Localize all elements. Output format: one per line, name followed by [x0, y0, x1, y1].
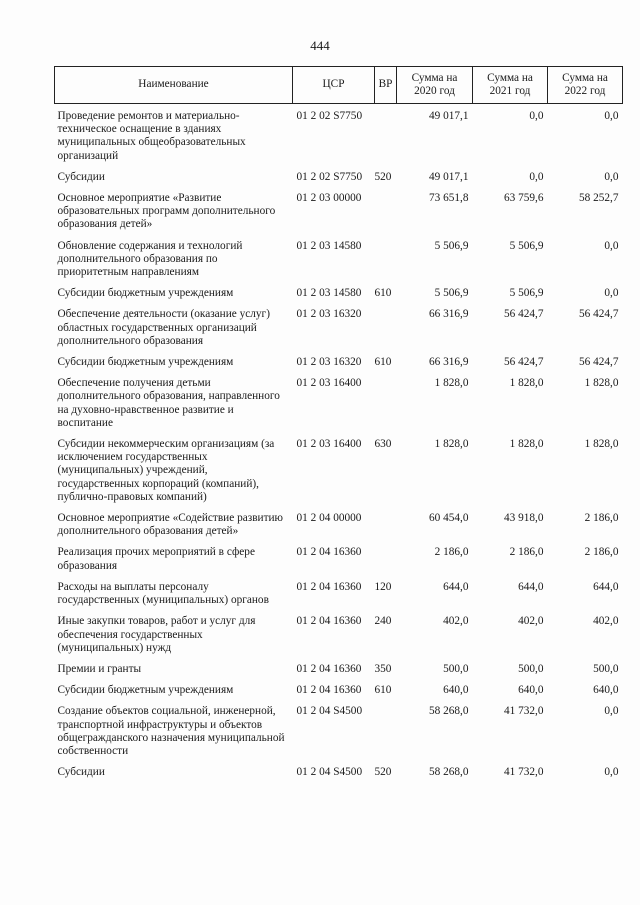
cell-name: Обновление содержания и технологий дополнительного образования по приоритетным направлениям [57, 239, 243, 279]
cell-vr: 610 [374, 684, 392, 697]
table-row [55, 611, 623, 659]
cell-name: Реализация прочих мероприятий в сфере образования [57, 546, 255, 572]
cell-csr: 01 2 04 16360 [296, 615, 362, 628]
cell-csr: 01 2 04 16360 [296, 684, 362, 697]
cell-sum-2020: 60 454,0 [428, 512, 469, 525]
cell-sum-2022: 0,0 [604, 766, 619, 779]
cell-vr [375, 542, 397, 576]
cell-name: Иные закупки товаров, работ и услуг для обеспечения государственных (муниципальных) нужд [57, 615, 256, 654]
cell-sum-2022: 56 424,7 [578, 356, 619, 369]
header-sum-2020: Сумма на 2020 год [397, 67, 473, 104]
cell-sum-2022: 2 186,0 [584, 546, 619, 559]
cell-csr: 01 2 04 S4500 [296, 705, 363, 718]
cell-sum-2022: 0,0 [604, 239, 619, 252]
cell-csr: 01 2 03 16320 [296, 356, 362, 369]
cell-csr: 01 2 04 16360 [296, 580, 362, 593]
cell-vr: 630 [374, 438, 392, 451]
cell-name: Субсидии бюджетным учреждениям [57, 684, 234, 697]
table-row [55, 508, 623, 542]
cell-name: Основное мероприятие «Развитие образовательных программ дополнительного образования детей» [57, 192, 276, 231]
cell-csr: 01 2 03 16320 [296, 308, 362, 321]
cell-name: Основное мероприятие «Содействие развитию дополнительного образования детей» [57, 512, 283, 538]
cell-sum-2021: 644,0 [518, 580, 544, 593]
cell-name: Субсидии бюджетным учреждениям [57, 356, 234, 369]
cell-csr: 01 2 03 16400 [296, 438, 362, 451]
page-number: 444 [310, 38, 330, 53]
cell-sum-2021: 1 828,0 [509, 377, 544, 390]
header-sum-2022: Сумма на 2022 год [548, 67, 623, 104]
cell-vr [375, 236, 397, 284]
cell-sum-2022: 0,0 [604, 705, 619, 718]
cell-sum-2020: 58 268,0 [428, 705, 469, 718]
cell-sum-2021: 41 732,0 [503, 766, 544, 779]
cell-sum-2021: 640,0 [518, 684, 544, 697]
cell-sum-2022: 1 828,0 [584, 377, 619, 390]
cell-sum-2021: 2 186,0 [509, 546, 544, 559]
cell-name: Субсидии [57, 170, 105, 183]
cell-sum-2020: 2 186,0 [434, 546, 469, 559]
cell-sum-2021: 43 918,0 [503, 512, 544, 525]
cell-sum-2022: 56 424,7 [578, 308, 619, 321]
cell-sum-2022: 0,0 [604, 170, 619, 183]
cell-name: Расходы на выплаты персоналу государственных (муниципальных) органов [57, 580, 269, 607]
cell-sum-2021: 5 506,9 [509, 287, 544, 300]
cell-name: Субсидии некоммерческим организациям (за исключением государственных (муниципальных) учреждений, государственных корпораций (компаний), публично-правовых компаний) [57, 438, 275, 503]
cell-name: Создание объектов социальной, инженерной, транспортной инфраструктуры и объектов общегражданского назначения муниципальной собственности [57, 705, 285, 757]
table-row [55, 352, 623, 373]
cell-vr: 120 [374, 580, 392, 593]
cell-sum-2020: 73 651,8 [428, 192, 469, 205]
cell-vr [375, 304, 397, 352]
cell-sum-2022: 500,0 [593, 662, 619, 675]
cell-vr: 240 [374, 615, 392, 628]
cell-csr: 01 2 04 S4500 [296, 766, 363, 779]
table-header [55, 67, 623, 104]
table-row [55, 701, 623, 762]
table-row [55, 659, 623, 680]
table-row [55, 236, 623, 284]
cell-sum-2021: 0,0 [529, 110, 544, 122]
cell-sum-2021: 56 424,7 [503, 308, 544, 321]
cell-sum-2021: 5 506,9 [509, 239, 544, 252]
cell-sum-2020: 402,0 [443, 615, 469, 628]
table-row [55, 434, 623, 508]
table-row [55, 680, 623, 701]
cell-vr [375, 373, 397, 434]
cell-vr: 610 [374, 356, 392, 369]
cell-vr [375, 508, 397, 542]
cell-sum-2022: 0,0 [604, 287, 619, 300]
cell-csr: 01 2 03 16400 [296, 377, 362, 390]
cell-sum-2021: 500,0 [518, 662, 544, 675]
cell-sum-2021: 41 732,0 [503, 705, 544, 718]
cell-sum-2021: 1 828,0 [509, 438, 544, 451]
cell-sum-2022: 1 828,0 [584, 438, 619, 451]
cell-vr [375, 188, 397, 236]
budget-table [54, 66, 623, 783]
table-row [55, 762, 623, 783]
cell-vr [375, 701, 397, 762]
table-row [55, 188, 623, 236]
cell-csr: 01 2 03 14580 [296, 287, 362, 300]
cell-vr: 520 [374, 170, 392, 183]
cell-vr [375, 104, 397, 167]
cell-vr: 350 [374, 662, 392, 675]
cell-csr: 01 2 03 14580 [296, 239, 362, 252]
cell-sum-2020: 640,0 [443, 684, 469, 697]
cell-name: Субсидии [57, 766, 105, 779]
table-row [55, 167, 623, 188]
cell-sum-2020: 644,0 [443, 580, 469, 593]
cell-sum-2020: 1 828,0 [434, 438, 469, 451]
cell-sum-2021: 402,0 [518, 615, 544, 628]
cell-sum-2020: 5 506,9 [434, 239, 469, 252]
table-row [55, 542, 623, 576]
cell-sum-2020: 5 506,9 [434, 287, 469, 300]
header-csr: ЦСР [293, 67, 375, 104]
table-row [55, 304, 623, 352]
cell-sum-2020: 66 316,9 [428, 356, 469, 369]
cell-csr: 01 2 04 16360 [296, 662, 362, 675]
cell-name: Обеспечение получения детьми дополнительного образования, направленного на духовно-нравственное развитие и воспитание [57, 377, 280, 429]
header-vr: ВР [375, 67, 397, 104]
cell-vr: 520 [374, 766, 392, 779]
cell-sum-2022: 2 186,0 [584, 512, 619, 525]
cell-csr: 01 2 03 00000 [296, 192, 362, 205]
header-name: Наименование [55, 67, 293, 104]
cell-sum-2022: 58 252,7 [578, 192, 619, 205]
cell-name: Обеспечение деятельности (оказание услуг) областных государственных организаций дополнительного образования [57, 308, 270, 347]
cell-vr: 610 [374, 287, 392, 300]
header-sum-2021: Сумма на 2021 год [473, 67, 548, 104]
table-row [55, 373, 623, 434]
cell-sum-2022: 0,0 [604, 110, 619, 122]
cell-sum-2020: 49 017,1 [428, 170, 469, 183]
cell-sum-2020: 58 268,0 [428, 766, 469, 779]
cell-sum-2020: 66 316,9 [428, 308, 469, 321]
table-row [55, 577, 623, 611]
cell-csr: 01 2 04 16360 [296, 546, 362, 559]
cell-sum-2022: 644,0 [593, 580, 619, 593]
cell-sum-2022: 640,0 [593, 684, 619, 697]
cell-sum-2020: 1 828,0 [434, 377, 469, 390]
cell-csr: 01 2 02 S7750 [296, 110, 363, 122]
cell-sum-2021: 56 424,7 [503, 356, 544, 369]
cell-csr: 01 2 02 S7750 [296, 170, 363, 183]
table-row [55, 104, 623, 167]
cell-sum-2022: 402,0 [593, 615, 619, 628]
cell-sum-2021: 63 759,6 [503, 192, 544, 205]
cell-name: Субсидии бюджетным учреждениям [57, 287, 234, 300]
cell-sum-2020: 49 017,1 [428, 110, 469, 122]
cell-name: Проведение ремонтов и материально-техническое оснащение в зданиях муниципальных общеобразовательных организаций [57, 110, 246, 162]
cell-csr: 01 2 04 00000 [296, 512, 362, 525]
cell-sum-2021: 0,0 [529, 170, 544, 183]
table-row [55, 283, 623, 304]
cell-name: Премии и гранты [57, 662, 142, 675]
table-body [55, 104, 623, 784]
cell-sum-2020: 500,0 [443, 662, 469, 675]
